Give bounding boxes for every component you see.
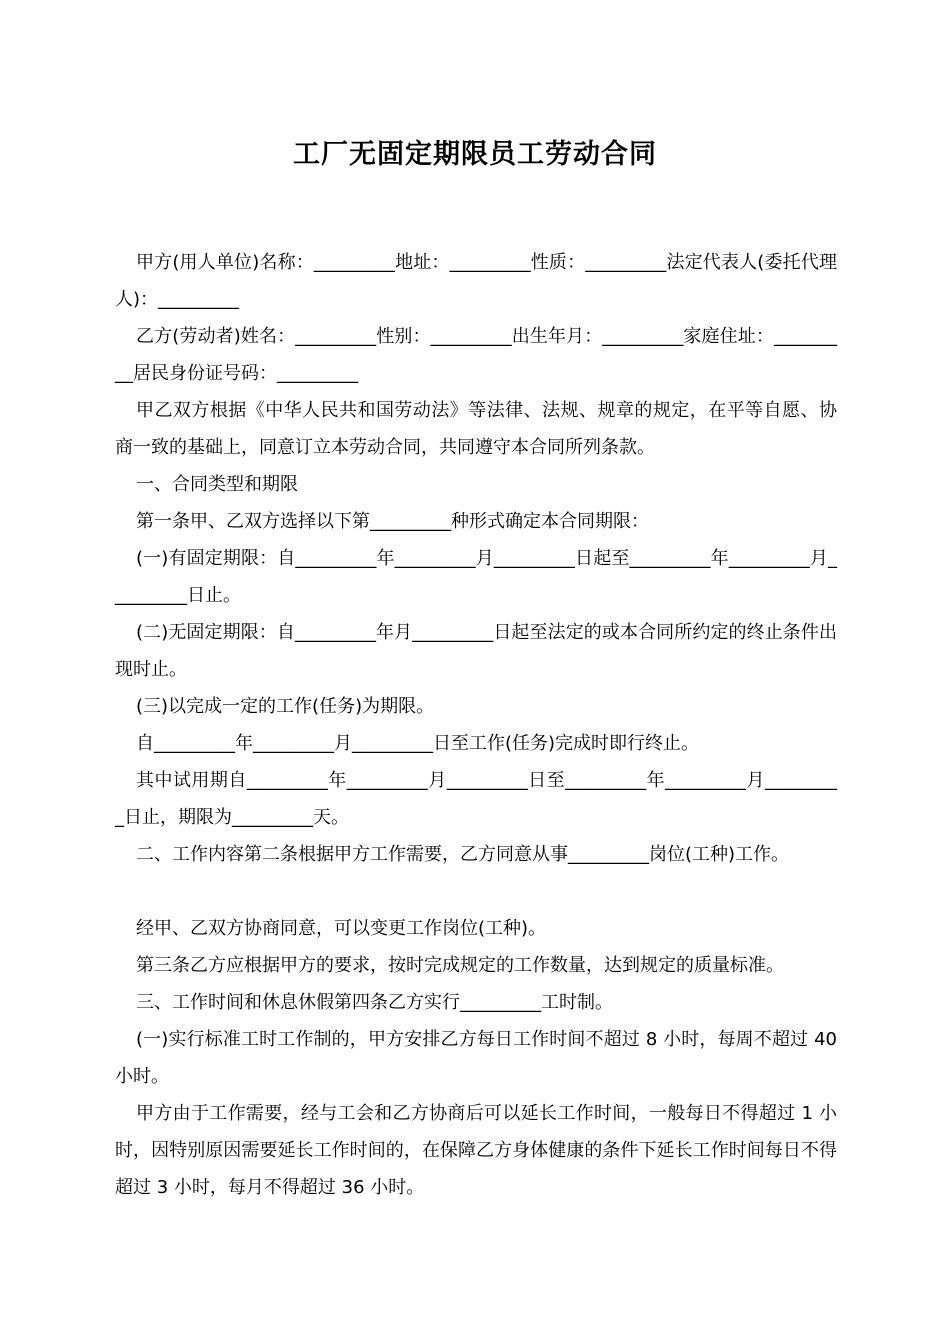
document-body: [115, 244, 837, 1206]
paragraph-article-1: 第一条甲、乙双方选择以下第_________种形式确定本合同期限：: [136, 511, 649, 532]
paragraph-open-term: (二)无固定期限：自_________年月_________日起至法定的或本合同所约定的终止条件出现时止。: [115, 622, 837, 680]
paragraph-task-dates: 自_________年_________月_________日至工作(任务)完成时即行终止。: [136, 733, 700, 754]
document-title: 工厂无固定期限员工劳动合同: [293, 139, 657, 170]
paragraph-job-change: 经甲、乙双方协商同意，可以变更工作岗位(工种)。: [136, 918, 547, 939]
paragraph-overtime: 甲方由于工作需要，经与工会和乙方协商后可以延长工作时间，一般每日不得超过 1 小时，因特别原因需要延长工作时间的，在保障乙方身体健康的条件下延长工作时间每日不得超过 3 小时，每月不得超过 36 小时。: [115, 1103, 837, 1198]
paragraph-article-3: 第三条乙方应根据甲方的要求，按时完成规定的工作数量，达到规定的质量标准。: [136, 955, 784, 976]
section-heading-contract-type: 一、合同类型和期限: [136, 474, 298, 495]
paragraph-working-hours: 三、工作时间和休息休假第四条乙方实行_________工时制。: [136, 992, 613, 1013]
paragraph-party-b: 乙方(劳动者)姓名：_________性别：_________出生年月：_________家庭住址：_________居民身份证号码：_________: [115, 326, 837, 384]
paragraph-task-term: (三)以完成一定的工作(任务)为期限。: [136, 696, 435, 717]
paragraph-probation: 其中试用期自_________年_________月_________日至_________年_________月_________日止，期限为_________天。: [115, 770, 837, 828]
paragraph-fixed-term: (一)有固定期限：自_________年_________月_________日起至_________年_________月_________日止。: [115, 548, 837, 606]
paragraph-party-a: 甲方(用人单位)名称：_________地址：_________性质：_________法定代表人(委托代理人)：_________: [115, 252, 837, 310]
paragraph-preamble: 甲乙双方根据《中华人民共和国劳动法》等法律、法规、规章的规定，在平等自愿、协商一致的基础上，同意订立本劳动合同，共同遵守本合同所列条款。: [115, 400, 837, 458]
paragraph-job-content: 二、工作内容第二条根据甲方工作需要，乙方同意从事_________岗位(工种)工作。: [136, 844, 790, 865]
paragraph-standard-hours: (一)实行标准工时工作制的，甲方安排乙方每日工作时间不超过 8 小时，每周不超过 40 小时。: [115, 1029, 837, 1087]
